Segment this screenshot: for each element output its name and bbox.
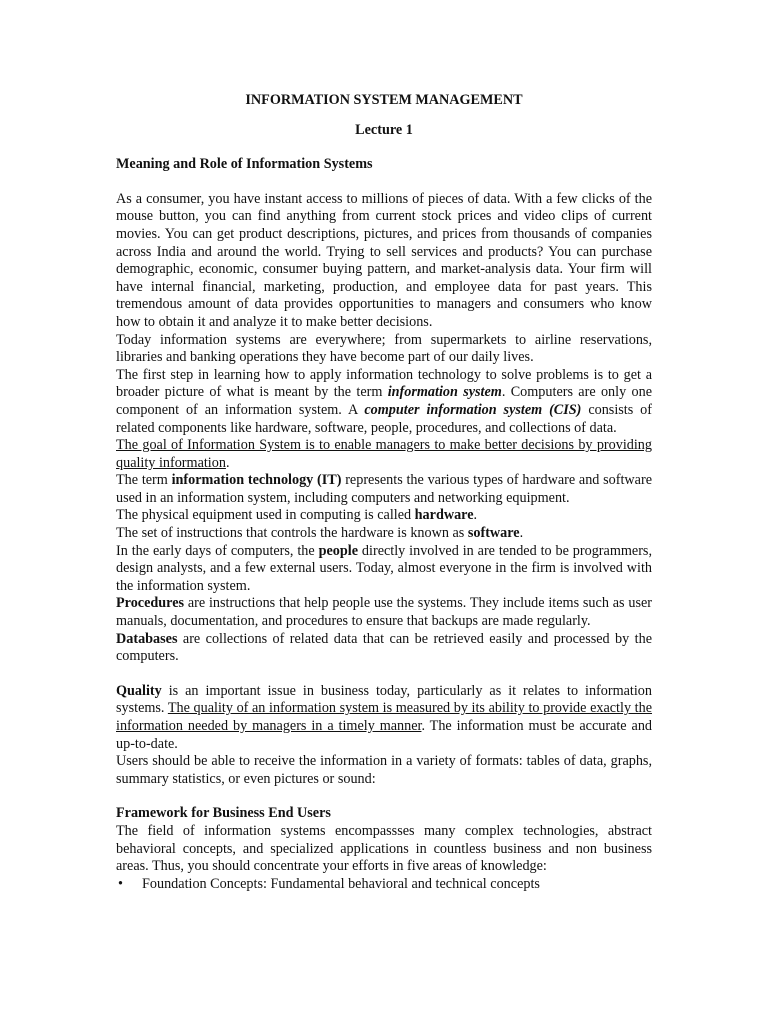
paragraph-consumer-access: As a consumer, you have instant access to millions of pieces of data. With a few clicks of the mouse button, you can find anything from current stock prices and video clips of current movies. You can get product descriptions, pictures, and prices from thousands of companies across India and around the world. Trying to sell services and products? You can purchase demographic, economic, consumer buying pattern, and market-analysis data. Your firm will have internal financial, marketing, production, and employee data for past years. This tremendous amount of data provides opportunities to managers and consumers who know how to obtain it and analyze it to make better decisions. <box>116 190 652 330</box>
paragraph-first-step: The first step in learning how to apply information technology to solve problems is to get a broader picture of what is meant by the term information system. Computers are only one component of an information system. A computer information system (CIS) consists of related components like hardware, software, people, procedures, and collections of data. <box>116 366 652 436</box>
paragraph-formats: Users should be able to receive the information in a variety of formats: tables of data, graphs, summary statistics, or even pictures or sound: <box>116 753 652 787</box>
document-title: INFORMATION SYSTEM MANAGEMENT <box>245 92 523 108</box>
paragraph-hardware: The physical equipment used in computing is called hardware. <box>116 507 478 524</box>
paragraph-procedures: Procedures are instructions that help people use the systems. They include items such as user manuals, documentation, and procedures to ensure that backups are made regularly. <box>116 595 652 630</box>
section-heading-framework: Framework for Business End Users <box>116 805 331 822</box>
lecture-label: Lecture 1 <box>355 121 413 138</box>
paragraph-quality: Quality is an important issue in business today, particularly as it relates to information systems. The quality of an information system is measured by its ability to provide exactly the information needed by managers in a timely manner. The information must be accurate and up-to-date. <box>116 682 653 752</box>
knowledge-areas-list <box>116 876 652 894</box>
paragraph-software: The set of instructions that controls the hardware is known as software. <box>116 525 524 542</box>
paragraph-information-systems-everywhere: Today information systems are everywhere; from supermarkets to airline reservations, libraries and banking operations they have become part of our daily lives. <box>116 331 652 366</box>
paragraph-people: In the early days of computers, the people directly involved in are tended to be programmers, design analysts, and a few external users. Today, almost everyone in the firm is involved with the information system. <box>116 542 652 594</box>
section-heading-meaning: Meaning and Role of Information Systems <box>116 156 373 173</box>
list-item-text: Foundation Concepts: Fundamental behavioral and technical concepts <box>142 875 540 892</box>
bullet-icon: • <box>118 875 123 892</box>
document-body <box>116 86 652 893</box>
paragraph-databases: Databases are collections of related data that can be retrieved easily and processed by the computers. <box>116 630 652 665</box>
list-item <box>116 876 652 894</box>
paragraph-information-technology: The term information technology (IT) represents the various types of hardware and software used in an information system, including computers and networking equipment. <box>116 472 652 506</box>
paragraph-field-of-is: The field of information systems encompassses many complex technologies, abstract behavioral concepts, and specialized applications in countless business and non business areas. Thus, you should concentrate your efforts in five areas of knowledge: <box>116 822 652 875</box>
paragraph-goal: The goal of Information System is to enable managers to make better decisions by providing quality information. <box>116 437 652 471</box>
